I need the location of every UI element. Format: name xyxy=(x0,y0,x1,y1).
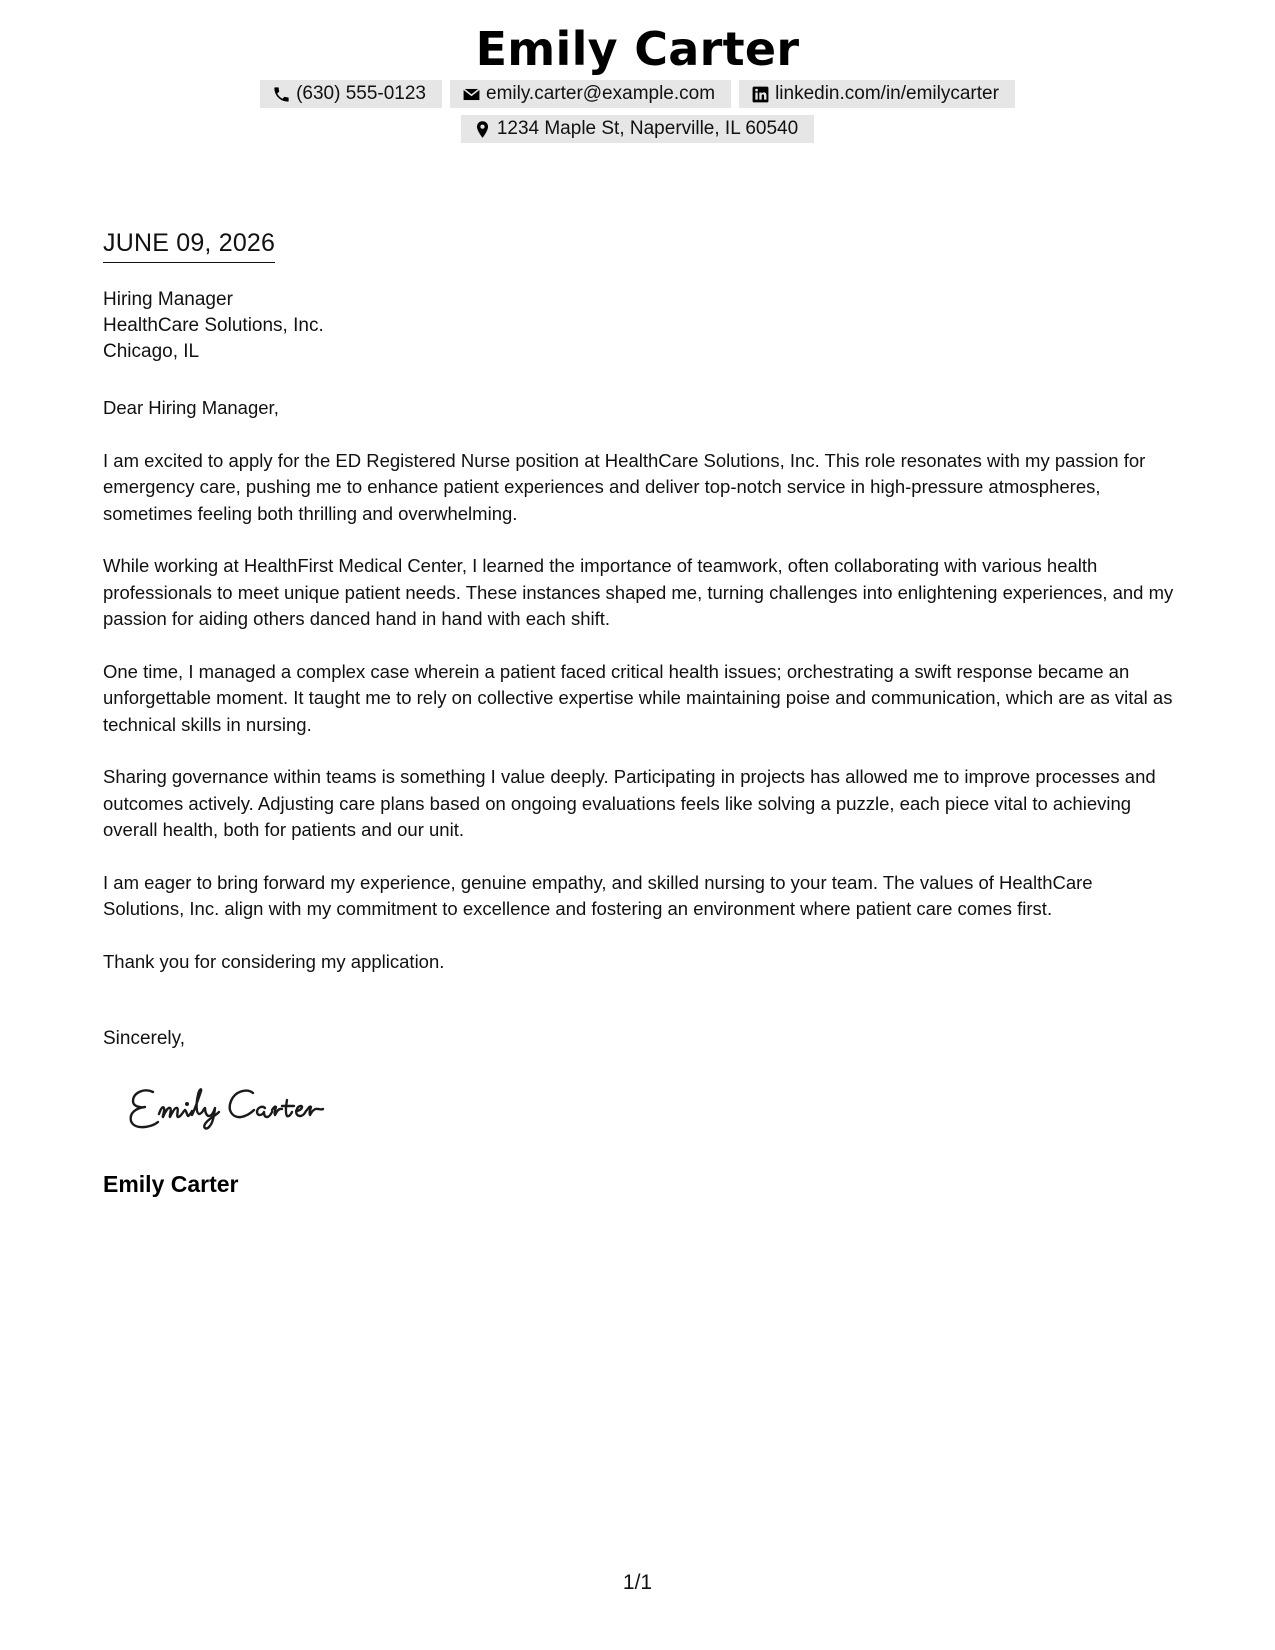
recipient-location: Chicago, IL xyxy=(103,341,200,362)
closing: Sincerely, xyxy=(103,1028,186,1049)
address-bar xyxy=(0,115,1275,143)
letter-body xyxy=(103,395,1178,1001)
letter-date: JUNE 09, 2026 xyxy=(103,229,275,263)
recipient-block xyxy=(103,287,324,365)
paragraph-5: I am eager to bring forward my experience, genuine empathy, and skilled nursing to your team. The values of HealthCare Solutions, Inc. align with my commitment to excellence and fostering an environment where patient care comes first. xyxy=(103,871,1093,919)
paragraph-6: Thank you for considering my application. xyxy=(103,950,445,972)
phone-icon xyxy=(272,85,291,104)
paragraph-4: Sharing governance within teams is something I value deeply. Participating in projects has allowed me to improve processes and outcomes actively. Adjusting care plans based on ongoing evaluations feels like solving a puzzle, each piece vital to achieving overall health, both for patients and our unit. xyxy=(103,766,1156,840)
paragraph-2: While working at HealthFirst Medical Center, I learned the importance of teamwork, often collaborating with various health professionals to meet unique patient needs. These instances shaped me, turning challenges into enlightening experiences, and my passion for aiding others danced hand in hand with each shift. xyxy=(103,555,1174,629)
recipient-company: HealthCare Solutions, Inc. xyxy=(103,315,324,336)
recipient-title: Hiring Manager xyxy=(103,289,233,310)
email-chip xyxy=(450,80,731,108)
salutation: Dear Hiring Manager, xyxy=(103,397,279,418)
handwritten-signature xyxy=(125,1080,345,1136)
paragraph-1: I am excited to apply for the ED Registered Nurse position at HealthCare Solutions, Inc. This role resonates with my passion for emergency care, pushing me to enhance patient experiences and deliver top-notch service in high-pressure atmospheres, sometimes feeling both thrilling and overwhelming. xyxy=(103,449,1146,524)
page-number: 1/1 xyxy=(622,1571,653,1594)
map-pin-icon xyxy=(473,120,492,139)
linkedin-text: linkedin.com/in/emilycarter xyxy=(775,83,999,104)
linkedin-icon xyxy=(751,85,770,104)
phone-text: (630) 555-0123 xyxy=(296,83,426,104)
address-text: 1234 Maple St, Naperville, IL 60540 xyxy=(496,118,799,139)
phone-chip xyxy=(260,80,442,108)
email-text: emily.carter@example.com xyxy=(486,83,716,104)
envelope-icon xyxy=(462,85,481,104)
paragraph-3: One time, I managed a complex case wherein a patient faced critical health issues; orchestrating a swift response became an unforgettable moment. It taught me to rely on collective expertise while maintaining poise and communication, which are as vital as technical skills in nursing. xyxy=(103,660,1173,735)
contact-bar xyxy=(0,80,1275,108)
address-chip xyxy=(461,115,814,143)
signer-name: Emily Carter xyxy=(103,1171,239,1197)
linkedin-chip xyxy=(739,80,1015,108)
applicant-name: Emily Carter xyxy=(475,22,800,76)
